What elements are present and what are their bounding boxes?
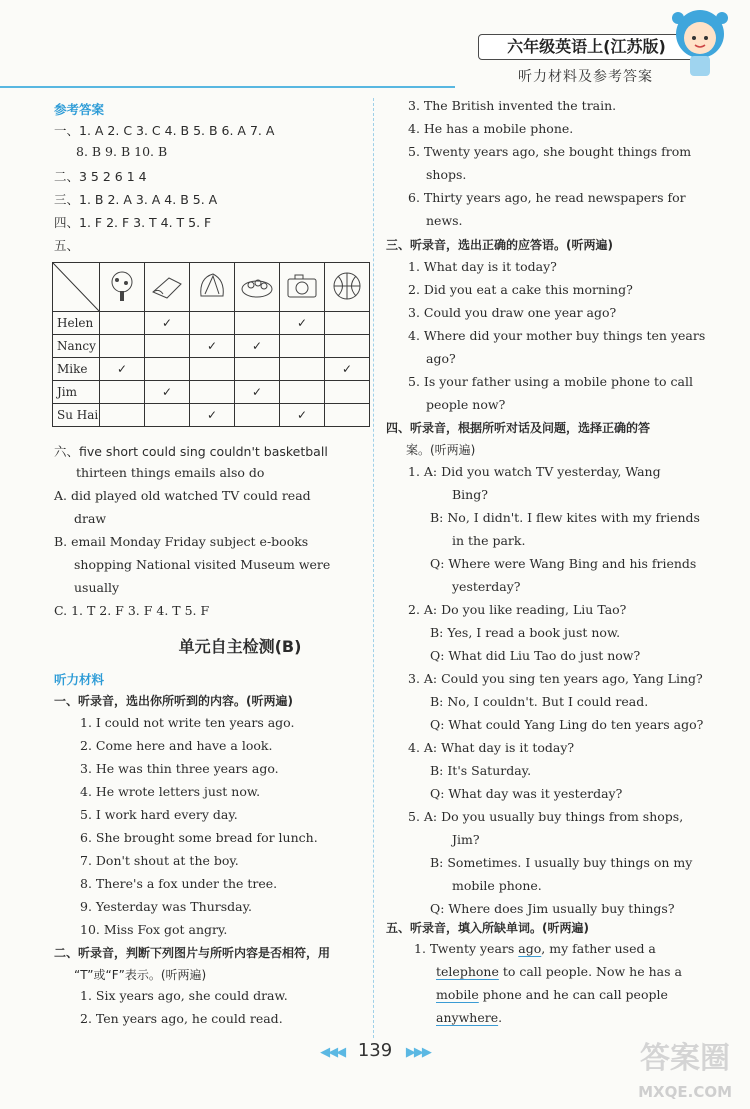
check-cell <box>145 358 190 381</box>
part1-title: 一、听录音，选出你所听到的内容。(听两遍) <box>54 694 293 708</box>
listening-item: 2. Come here and have a look. <box>80 738 273 753</box>
listening-item: 4. Where did your mother buy things ten years <box>408 328 706 343</box>
listening-item: 4. He has a mobile phone. <box>408 121 574 136</box>
table-corner-cell <box>53 263 100 312</box>
listening-item: 3. Could you draw one year ago? <box>408 305 617 320</box>
watermark-logo: 答案圈 <box>640 1041 730 1076</box>
prev-arrows-icon: ◀◀◀ <box>320 1045 345 1060</box>
listening-item: 9. Yesterday was Thursday. <box>80 899 252 914</box>
check-cell <box>145 404 190 427</box>
dialog-line: Q: What day was it yesterday? <box>430 786 623 801</box>
header-rule <box>0 86 455 88</box>
watermark-url: MXQE.COM <box>638 1083 732 1101</box>
check-cell: ✓ <box>235 335 280 358</box>
fill-line <box>436 1010 502 1025</box>
check-cell <box>100 335 145 358</box>
ball-icon <box>325 263 370 312</box>
part3-title: 三、听录音，选出正确的应答语。(听两遍) <box>386 238 613 252</box>
listening-item: 1. What day is it today? <box>408 259 557 274</box>
listening-item: 4. He wrote letters just now. <box>80 784 261 799</box>
check-cell <box>235 404 280 427</box>
answer-line: usually <box>74 580 120 595</box>
listening-item: 2. Did you eat a cake this morning? <box>408 282 633 297</box>
check-cell: ✓ <box>325 358 370 381</box>
dialog-line: in the park. <box>452 533 526 548</box>
table-header-row <box>53 263 370 312</box>
fill-text: , my father used a <box>541 941 656 956</box>
check-cell <box>325 312 370 335</box>
check-cell: ✓ <box>145 312 190 335</box>
book-subtitle: 听力材料及参考答案 <box>518 69 653 85</box>
check-cell <box>100 381 145 404</box>
next-arrows-icon: ▶▶▶ <box>405 1045 430 1060</box>
listening-item: 7. Don't shout at the boy. <box>80 853 239 868</box>
dialog-line: B: Yes, I read a book just now. <box>430 625 621 640</box>
listening-item: 3. He was thin three years ago. <box>80 761 279 776</box>
tree-icon <box>100 263 145 312</box>
fill-line <box>436 987 668 1002</box>
listening-item: 5. I work hard every day. <box>80 807 238 822</box>
answer-table <box>52 262 370 427</box>
check-cell: ✓ <box>100 358 145 381</box>
check-cell: ✓ <box>190 335 235 358</box>
listening-item: 8. There's a fox under the tree. <box>80 876 278 891</box>
check-cell <box>235 358 280 381</box>
part2-title: 二、听录音，判断下列图片与所听内容是否相符，用 <box>54 946 331 960</box>
page-footer <box>290 1040 460 1061</box>
fill-text: . <box>498 1010 503 1025</box>
filled-word: ago <box>518 941 542 956</box>
dialog-line: mobile phone. <box>452 878 542 893</box>
listening-item: 6. She brought some bread for lunch. <box>80 830 318 845</box>
shell-icon <box>190 263 235 312</box>
check-cell <box>280 381 325 404</box>
listening-item: 1. Six years ago, she could draw. <box>80 988 288 1003</box>
listening-item: 3. The British invented the train. <box>408 98 617 113</box>
table-row <box>53 335 370 358</box>
dialog-line: B: It's Saturday. <box>430 763 532 778</box>
dialog-line: B: Sometimes. I usually buy things on my <box>430 855 693 870</box>
answers-heading: 参考答案 <box>54 102 105 117</box>
dialog-line: 3. A: Could you sing ten years ago, Yang Ling? <box>408 671 703 686</box>
dialog-line: Bing? <box>452 487 488 502</box>
answer-line: 六、five short could sing couldn't basketball <box>54 444 328 459</box>
check-cell <box>145 335 190 358</box>
check-cell <box>190 358 235 381</box>
camera-icon <box>280 263 325 312</box>
table-row <box>53 381 370 404</box>
check-cell <box>100 312 145 335</box>
column-divider <box>373 98 374 1038</box>
answer-line: C. 1. T 2. F 3. F 4. T 5. F <box>54 603 210 618</box>
row-name: Helen <box>53 312 100 335</box>
answer-line: A. did played old watched TV could read <box>54 488 311 503</box>
check-cell: ✓ <box>280 404 325 427</box>
page-number: 139 <box>357 1040 393 1061</box>
listening-item: 5. Twenty years ago, she bought things from <box>408 144 692 159</box>
table-row <box>53 404 370 427</box>
answer-line: 二、3 5 2 6 1 4 <box>54 169 147 184</box>
part4-title-cont: 案。(听两遍) <box>406 443 476 457</box>
listening-item: shops. <box>426 167 467 182</box>
dialog-line: yesterday? <box>452 579 521 594</box>
check-cell <box>280 335 325 358</box>
dialog-line: 5. A: Do you usually buy things from shops, <box>408 809 684 824</box>
row-name: Nancy <box>53 335 100 358</box>
listening-item: 5. Is your father using a mobile phone to call <box>408 374 693 389</box>
answer-line: B. email Monday Friday subject e-books <box>54 534 309 549</box>
check-cell <box>325 381 370 404</box>
answer-line: shopping National visited Museum were <box>74 557 331 572</box>
check-cell <box>280 358 325 381</box>
check-cell: ✓ <box>235 381 280 404</box>
fill-line <box>414 941 656 956</box>
listening-item: 2. Ten years ago, he could read. <box>80 1011 283 1026</box>
answer-line: 一、1. A 2. C 3. C 4. B 5. B 6. A 7. A <box>54 123 275 138</box>
filled-word: telephone <box>436 964 499 979</box>
answer-line: 8. B 9. B 10. B <box>76 144 168 159</box>
check-cell <box>100 404 145 427</box>
part4-title: 四、听录音，根据所听对话及问题，选择正确的答 <box>386 421 651 435</box>
table-row <box>53 312 370 335</box>
listening-item: 6. Thirty years ago, he read newspapers for <box>408 190 686 205</box>
kite-icon <box>145 263 190 312</box>
answer-line: 五、 <box>54 238 80 253</box>
check-cell <box>325 335 370 358</box>
check-cell <box>190 312 235 335</box>
filled-word: mobile <box>436 987 479 1002</box>
answer-line: 四、1. F 2. F 3. T 4. T 5. F <box>54 215 212 230</box>
row-name: Mike <box>53 358 100 381</box>
dialog-line: Q: Where does Jim usually buy things? <box>430 901 675 916</box>
book-title: 六年级英语上(江苏版) <box>478 34 695 60</box>
filled-word: anywhere <box>436 1010 499 1025</box>
dialog-line: B: No, I couldn't. But I could read. <box>430 694 649 709</box>
check-cell: ✓ <box>280 312 325 335</box>
row-name: Jim <box>53 381 100 404</box>
part2-title-cont: “T”或“F”表示。(听两遍) <box>74 968 207 982</box>
listening-item: ago? <box>426 351 456 366</box>
check-cell: ✓ <box>145 381 190 404</box>
dialog-line: Q: What did Liu Tao do just now? <box>430 648 641 663</box>
fill-text: phone and he can call people <box>478 987 668 1002</box>
fill-text: to call people. Now he has a <box>498 964 682 979</box>
diagonal-line <box>53 263 99 311</box>
answer-line: draw <box>74 511 107 526</box>
listening-item: people now? <box>426 397 506 412</box>
part5-title: 五、听录音，填入所缺单词。(听两遍) <box>386 921 589 935</box>
fill-text: 1. Twenty years <box>414 941 519 956</box>
unit-title: 单元自主检测(B) <box>178 637 302 656</box>
dialog-line: Q: What could Yang Ling do ten years ago? <box>430 717 704 732</box>
table-row <box>53 358 370 381</box>
dialog-line: Jim? <box>452 832 480 847</box>
check-cell: ✓ <box>190 404 235 427</box>
listening-item: 1. I could not write ten years ago. <box>80 715 295 730</box>
mascot-girl-icon <box>660 4 740 84</box>
answer-line: thirteen things emails also do <box>76 465 265 480</box>
dialog-line: Q: Where were Wang Bing and his friends <box>430 556 697 571</box>
dialog-line: B: No, I didn't. I flew kites with my friends <box>430 510 700 525</box>
check-cell <box>190 381 235 404</box>
fill-line <box>436 964 682 979</box>
check-cell <box>235 312 280 335</box>
dialog-line: 4. A: What day is it today? <box>408 740 575 755</box>
row-name: Su Hai <box>53 404 100 427</box>
food-icon <box>235 263 280 312</box>
answer-line: 三、1. B 2. A 3. A 4. B 5. A <box>54 192 218 207</box>
check-cell <box>325 404 370 427</box>
listening-item: news. <box>426 213 463 228</box>
listening-heading: 听力材料 <box>54 672 105 687</box>
dialog-line: 1. A: Did you watch TV yesterday, Wang <box>408 464 661 479</box>
dialog-line: 2. A: Do you like reading, Liu Tao? <box>408 602 627 617</box>
listening-item: 10. Miss Fox got angry. <box>80 922 228 937</box>
